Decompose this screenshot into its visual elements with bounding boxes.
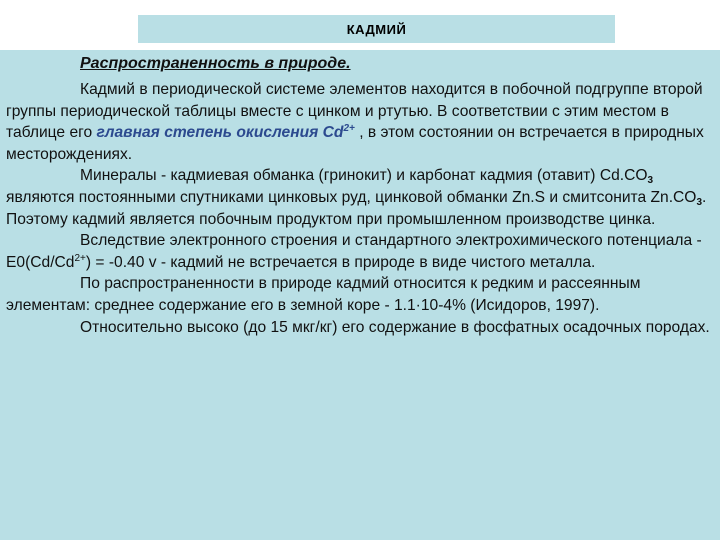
- highlight-text: главная степень окисления Cd: [96, 124, 344, 142]
- section-heading: Распространенность в природе.: [80, 55, 351, 72]
- paragraph-text: Минералы - кадмиевая обманка (гринокит) и карбонат кадмия (отавит) Cd.CO: [80, 167, 648, 185]
- paragraph-minerals: [6, 165, 712, 230]
- oxidation-state-highlight: [96, 124, 354, 141]
- title-bar: [138, 15, 615, 43]
- subscript: 3: [647, 175, 654, 187]
- paragraph-text: являются постоянными спутниками цинковых руд, цинковой обманки Zn.S и смитсонита Zn.CO: [6, 188, 697, 206]
- content-text: [6, 52, 712, 338]
- paragraph-text: , в этом состоянии он встречается в природных месторождениях.: [6, 124, 704, 163]
- ion-charge: 2+: [343, 123, 355, 135]
- paragraph-electrochemical: [6, 230, 712, 273]
- paragraph-phosphate: Относительно высоко (до 15 мкг/кг) его содержание в фосфатных осадочных породах.: [80, 318, 710, 336]
- page-title: КАДМИЙ: [346, 21, 407, 37]
- paragraph-abundance: По распространенности в природе кадмий относится к редким и рассеянным элементам: среднее содержание его в земной коре - 1.1·10-4% (Исидоров, 1997).: [6, 275, 641, 314]
- paragraph-text: ) = -0.40 v - кадмий не встречается в природе в виде чистого металла.: [85, 253, 596, 271]
- paragraph-text: Кадмий в периодической системе элементов находится в побочной подгруппе второй группы периодической таблицы вместе с цинком и ртутью. В соответствии с этим местом в таблице его: [6, 81, 703, 142]
- paragraph-text: . Поэтому кадмий является побочным продуктом при промышленном производстве цинка.: [6, 188, 707, 228]
- subscript: 3: [696, 196, 702, 208]
- paragraph-text: Вследствие электронного строения и стандартного электрохимического потенциала - Е0(Cd/Cd: [6, 232, 702, 271]
- ion-charge: 2+: [74, 252, 86, 264]
- paragraph-periodic-position: [6, 79, 712, 165]
